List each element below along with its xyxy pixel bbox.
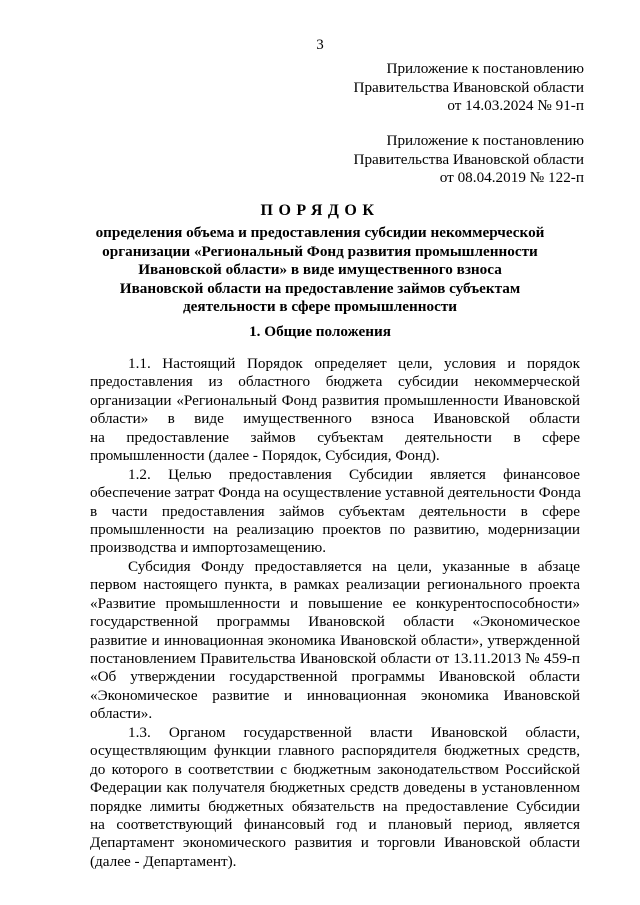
text-line: в части предоставления займов субъектам деятельности в сфере xyxy=(90,502,580,520)
text-line: организации «Региональный Фонд развития промышленности Ивановской xyxy=(90,391,580,409)
appendix-current xyxy=(354,60,585,116)
text-line: промышленности на реализацию проектов по развитию, модернизации xyxy=(90,520,580,538)
appendix-line: Приложение к постановлению xyxy=(386,132,584,149)
text-line: постановлением Правительства Ивановской области от 13.11.2013 № 459-п xyxy=(90,650,580,667)
appendix-line: Правительства Ивановской области xyxy=(353,150,584,168)
paragraph-1-2 xyxy=(90,466,580,558)
text-line: Федерации как получателя бюджетных средств доведены в установленном xyxy=(90,779,580,797)
appendix-original xyxy=(354,132,585,188)
appendix-line: от 08.04.2019 № 122-п xyxy=(439,169,584,187)
document-subtitle xyxy=(80,224,560,317)
subtitle-line: деятельности в сфере промышленности xyxy=(182,298,458,315)
text-line: (далее - Департамент). xyxy=(90,852,237,870)
subtitle-line: Ивановской области на предоставление займов субъектам xyxy=(119,279,521,297)
text-line: «Развитие промышленности и повышение ее конкурентоспособности» xyxy=(90,594,580,612)
text-line: Субсидия Фонду предоставляется на цели, указанные в абзаце xyxy=(128,557,580,575)
text-line: производства и импортозамещению. xyxy=(90,539,327,557)
text-line: Департамент экономического развития и торговли Ивановской области xyxy=(90,834,580,852)
paragraph-1-3 xyxy=(90,724,580,872)
text-line: первом настоящего пункта, в рамках реализации регионального проекта xyxy=(90,576,580,594)
text-line: обеспечение затрат Фонда на осуществление уставной деятельности Фонда xyxy=(90,484,581,502)
text-line: промышленности (далее - Порядок, Субсидия, Фонд). xyxy=(90,447,440,465)
section-heading: 1. Общие положения xyxy=(249,323,391,340)
text-line: развитие и инновационная экономика Ивановской области», утвержденной xyxy=(90,631,580,649)
document-body xyxy=(90,355,580,871)
text-line: до которого в соответствии с бюджетным законодательством Российской xyxy=(90,760,580,778)
text-line: государственной программы Ивановской области «Экономическое xyxy=(90,613,580,631)
text-line: области» в виде имущественного взноса Ивановской области xyxy=(90,410,580,428)
text-line: 1.2. Целью предоставления Субсидии является финансовое xyxy=(128,465,580,483)
text-line: области». xyxy=(90,705,153,723)
paragraph-1-1 xyxy=(90,355,580,466)
appendix-line: Правительства Ивановской области xyxy=(353,78,584,96)
text-line: 1.3. Органом государственной власти Ивановской области, xyxy=(128,723,580,741)
text-line: «Экономическое развитие и инновационная экономика Ивановской xyxy=(90,686,580,704)
document-title: ПОРЯДОК xyxy=(260,202,380,219)
text-line: 1.1. Настоящий Порядок определяет цели, условия и порядок xyxy=(128,355,580,372)
subtitle-line: организации «Региональный Фонд развития промышленности xyxy=(102,242,538,260)
text-line: осуществляющим функции главного распорядителя бюджетных средств, xyxy=(90,742,580,760)
appendix-line: от 14.03.2024 № 91-п xyxy=(447,97,584,115)
subtitle-line: Ивановской области» в виде имущественного взноса xyxy=(138,261,502,278)
page-number: 3 xyxy=(316,37,324,53)
text-line: «Об утверждении государственной программы Ивановской области xyxy=(90,668,580,686)
text-line: порядке лимиты бюджетных обязательств на предоставление Субсидии xyxy=(90,797,580,815)
text-line: предоставления из областного бюджета субсидии некоммерческой xyxy=(90,373,580,391)
text-line: на предоставление займов субъектам деятельности в сфере xyxy=(90,428,580,446)
text-line: на соответствующий финансовый год и плановый период, является xyxy=(90,815,580,833)
appendix-line: Приложение к постановлению xyxy=(386,60,584,77)
subtitle-line: определения объема и предоставления субсидии некоммерческой xyxy=(95,224,545,241)
paragraph-1-2-subsidy xyxy=(90,558,580,724)
